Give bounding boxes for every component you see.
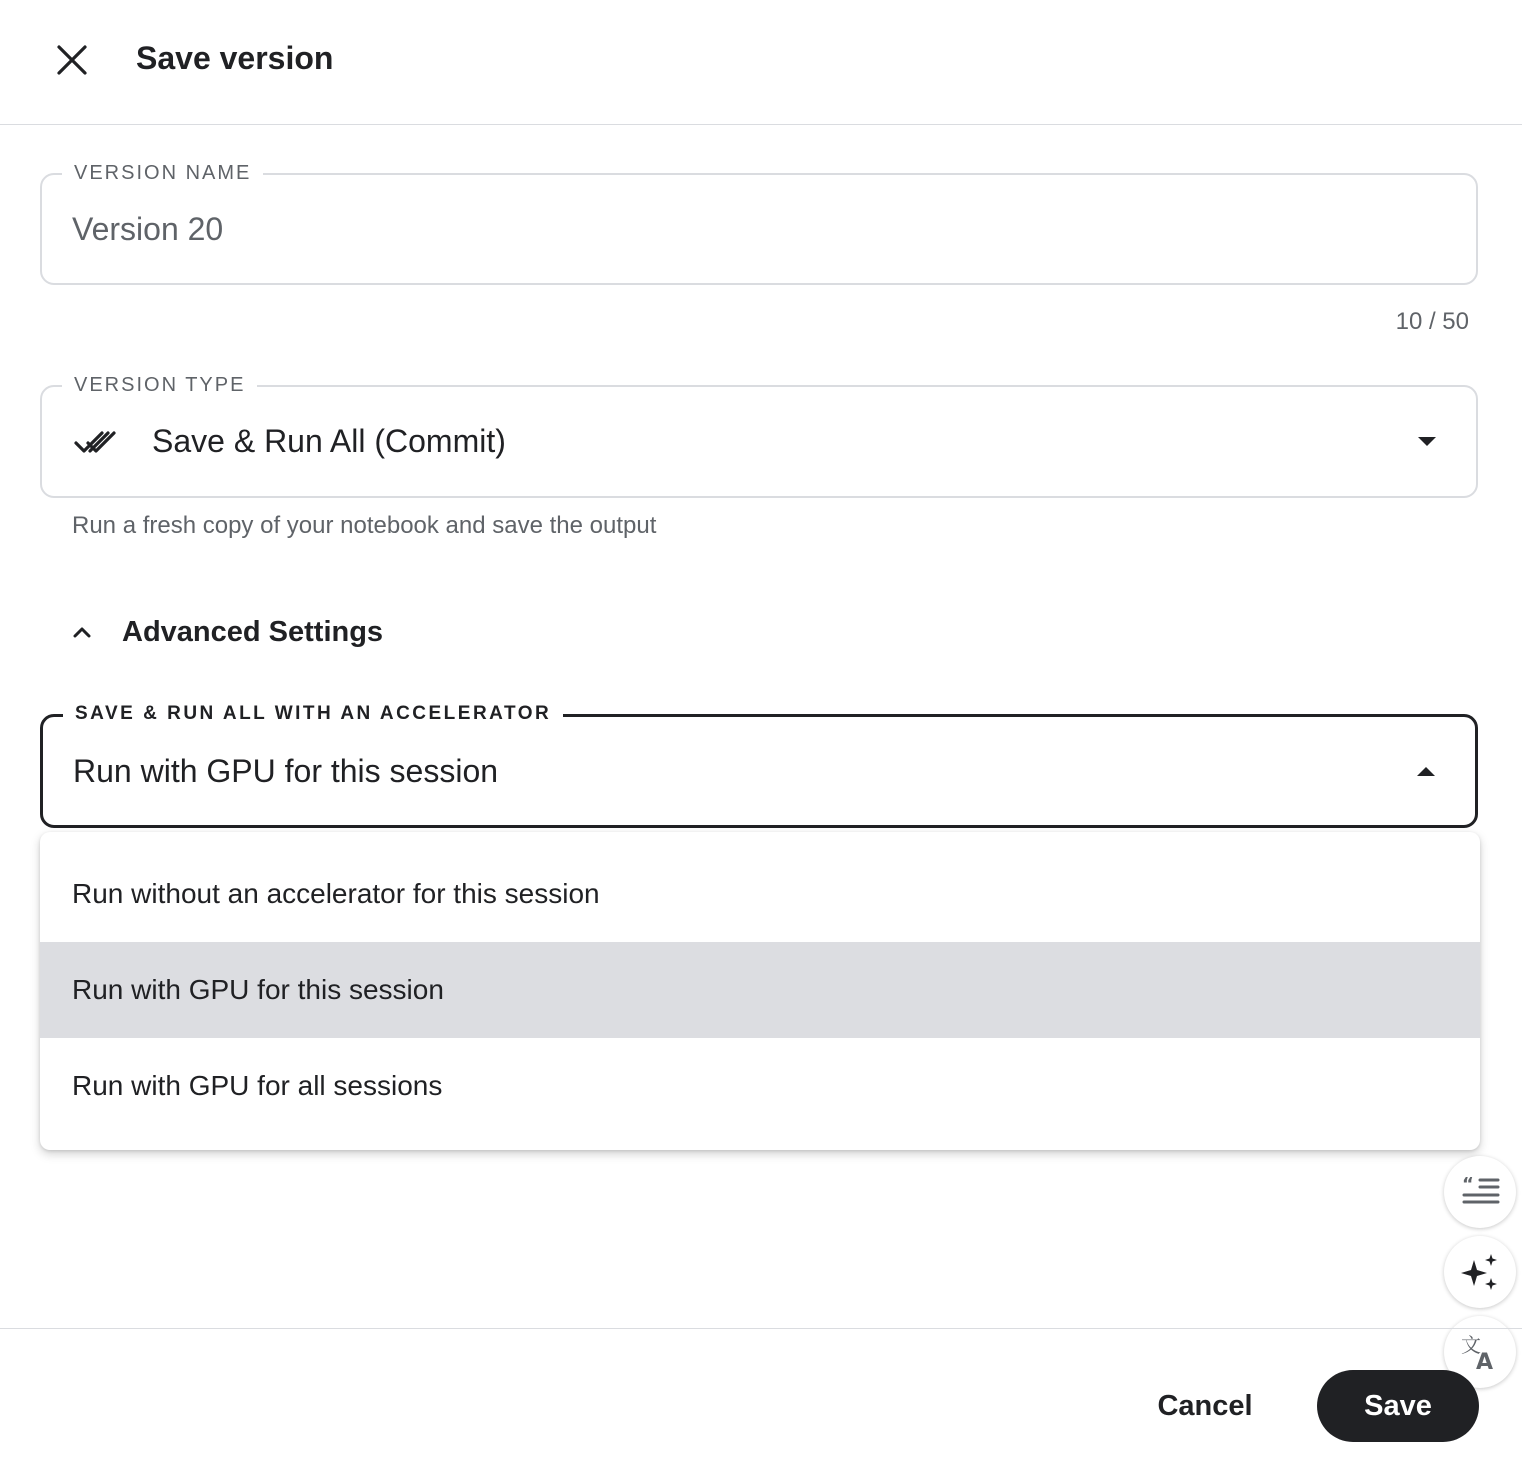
chevron-up-icon	[62, 612, 102, 652]
chevron-down-icon	[1418, 437, 1436, 446]
cancel-button[interactable]: Cancel	[1157, 1389, 1253, 1422]
accelerator-select[interactable]	[40, 703, 1478, 828]
save-button[interactable]: Save	[1317, 1370, 1479, 1442]
quote-text-button[interactable]	[1444, 1156, 1516, 1228]
close-button[interactable]	[50, 38, 94, 82]
advanced-settings-toggle[interactable]	[62, 608, 383, 656]
version-name-field[interactable]	[40, 162, 1478, 285]
svg-text:文: 文	[1461, 1333, 1481, 1357]
accelerator-value: Run with GPU for this session	[73, 753, 499, 789]
quote-text-icon	[1460, 1174, 1500, 1210]
version-name-label: VERSION NAME	[62, 161, 263, 185]
dialog-footer	[0, 1328, 1522, 1469]
version-type-value: Save & Run All (Commit)	[152, 423, 506, 459]
version-type-select[interactable]	[40, 374, 1478, 498]
dialog-title: Save version	[136, 40, 334, 76]
character-counter: 10 / 50	[1395, 308, 1469, 335]
menu-item-no-accelerator[interactable]: Run without an accelerator for this session	[72, 878, 600, 909]
double-check-icon	[72, 427, 118, 462]
advanced-settings-label: Advanced Settings	[122, 615, 384, 648]
version-type-helper: Run a fresh copy of your notebook and save the output	[72, 512, 657, 539]
version-type-label: VERSION TYPE	[62, 373, 257, 397]
close-icon[interactable]	[56, 44, 88, 76]
accelerator-dropdown-menu	[40, 832, 1480, 1150]
svg-text:A: A	[1476, 1350, 1494, 1372]
version-name-input[interactable]	[72, 211, 1372, 248]
menu-item-gpu-this-session[interactable]: Run with GPU for this session	[40, 942, 1480, 1038]
menu-item-gpu-all-sessions[interactable]: Run with GPU for all sessions	[72, 1070, 443, 1101]
sparkle-icon	[1460, 1252, 1500, 1292]
svg-text:“: “	[1462, 1174, 1474, 1195]
ai-assist-button[interactable]	[1444, 1236, 1516, 1308]
accelerator-label: SAVE & RUN ALL WITH AN ACCELERATOR	[63, 702, 563, 726]
dialog-header	[0, 0, 1522, 125]
chevron-up-icon	[1417, 767, 1435, 776]
